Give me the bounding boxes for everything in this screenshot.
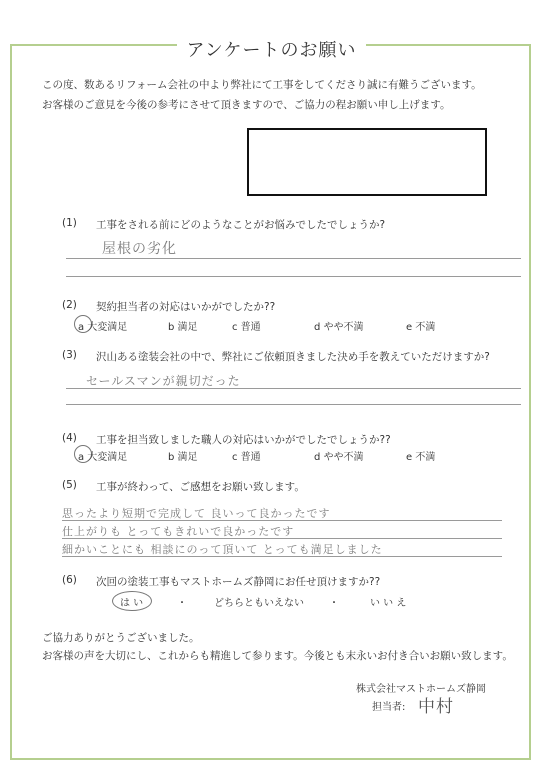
q1-question: 工事をされる前にどのようなことがお悩みでしたでしょうか? [96, 219, 386, 231]
q4-option-b: b 満足 [168, 452, 198, 463]
q5-handwritten-line-2: 仕上がりも とってもきれいで良かったです [62, 525, 295, 538]
q2-number: (2) [62, 299, 77, 311]
survey-title: アンケートのお願い [177, 36, 367, 62]
intro-line-2: お客様のご意見を今後の参考にさせて頂きますので、ご協力の程お願い申し上げます。 [42, 99, 451, 111]
company-name: 株式会社マストホームズ静岡 [356, 684, 486, 695]
q5-handwritten-line-3: 細かいことにも 相談にのって頂いて とっても満足しました [62, 543, 383, 556]
q2-option-c: c 普通 [232, 322, 261, 333]
q2-option-a: a 大変満足 [78, 322, 128, 333]
closing-line-2: お客様の声を大切にし、これからも精進して参ります。今後とも末永いお付き合いお願い致します。 [42, 650, 513, 662]
q3-answer-line-2 [66, 404, 521, 405]
q2-option-e: e 不満 [406, 322, 436, 333]
q4-option-c: c 普通 [232, 452, 261, 463]
staff-signature: 中村 [418, 697, 454, 717]
q4-question: 工事を担当致しました職人の対応はいかがでしたでしょうか?? [96, 434, 391, 446]
q4-option-e: e 不満 [406, 452, 436, 463]
q6-option-neutral: どちらともいえない [214, 598, 304, 609]
q2-option-b: b 満足 [168, 322, 198, 333]
q4-option-d: d やや不満 [314, 452, 364, 463]
redaction-box [247, 128, 487, 196]
q2-option-d: d やや不満 [314, 322, 364, 333]
q6-option-no: い い え [370, 598, 407, 609]
q1-answer-line-2 [66, 276, 521, 277]
q5-question: 工事が終わって、ご感想をお願い致します。 [96, 481, 305, 493]
q3-question: 沢山ある塗装会社の中で、弊社にご依頼頂きました決め手を教えていただけますか? [96, 351, 490, 363]
q1-number: (1) [62, 217, 77, 229]
q4-option-a: a 大変満足 [78, 452, 128, 463]
title-bar [0, 36, 543, 61]
q6-option-yes: は い [120, 598, 144, 609]
q3-answer-line-1 [66, 388, 521, 389]
q5-handwritten-line-1: 思ったより短期で完成して 良いって良かったです [62, 507, 331, 520]
closing-line-1: ご協力ありがとうございました。 [42, 632, 200, 644]
q1-answer-line-1 [66, 258, 521, 259]
q3-handwritten-answer: セールスマンが親切だった [86, 374, 241, 388]
q6-separator-2: ・ [329, 598, 339, 609]
q4-number: (4) [62, 432, 77, 444]
q5-number: (5) [62, 479, 77, 491]
q6-number: (6) [62, 574, 77, 586]
q5-answer-line-3 [62, 556, 502, 557]
q1-handwritten-answer: 屋根の劣化 [102, 241, 177, 257]
intro-line-1: この度、数あるリフォーム会社の中より弊社にて工事をしてくださり誠に有難うございます。 [42, 79, 482, 91]
staff-label: 担当者: [372, 702, 406, 713]
q6-question: 次回の塗装工事もマストホームズ静岡にお任せ頂けますか?? [96, 576, 381, 588]
q3-number: (3) [62, 349, 77, 361]
q5-answer-line-2 [62, 538, 502, 539]
q5-answer-line-1 [62, 520, 502, 521]
q6-separator-1: ・ [177, 598, 187, 609]
q2-question: 契約担当者の対応はいかがでしたか?? [96, 301, 276, 313]
